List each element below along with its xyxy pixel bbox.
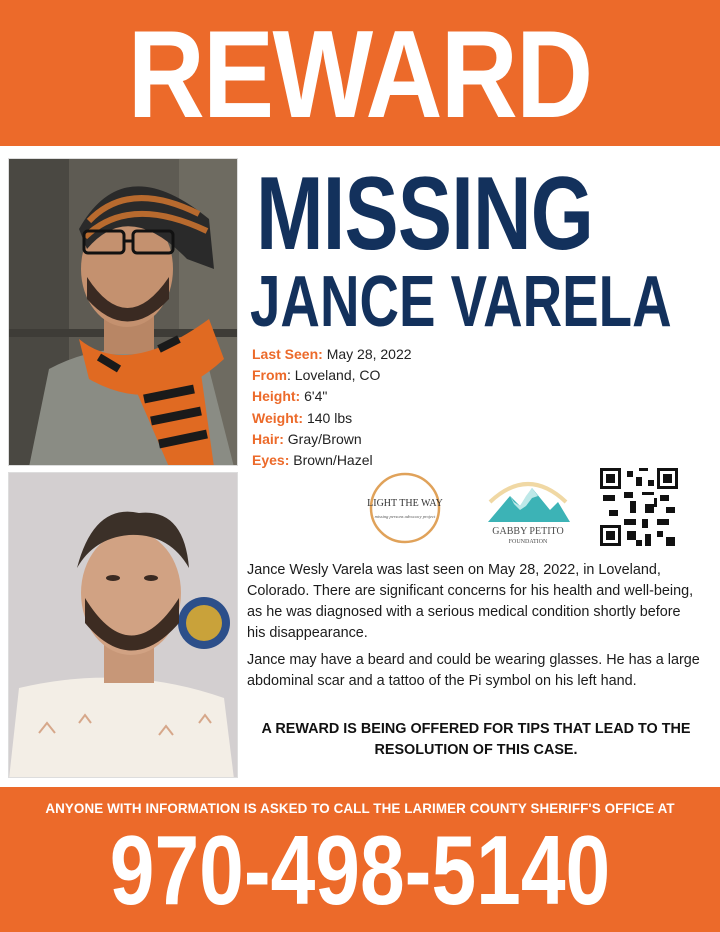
description-paragraph-1: Jance Wesly Varela was last seen on May 28, 2022, in Loveland, Colorado. There are significant concerns for his health and well-being, as he was diagnosed with a serious medical condition shortly before his disappearance. [247,562,694,641]
photo-smiling [8,472,238,778]
qr-code-graphic [600,468,678,546]
light-the-way-logo [360,470,450,546]
reward-note: A REWARD IS BEING OFFERED FOR TIPS THAT LEAD TO THE RESOLUTION OF THIS CASE. [261,721,691,758]
detail-from: From: Loveland, CO [252,367,381,384]
details-list [252,344,412,471]
bottom-banner [0,787,720,932]
svg-text:LIGHT THE WAY: LIGHT THE WAY [367,498,443,509]
photo-beanie-illustration [9,159,238,466]
svg-text:GABBY PETITO: GABBY PETITO [492,526,564,537]
partner-logos [360,468,690,548]
svg-text:missing persons advocacy proje: missing persons advocacy project [374,514,436,519]
photo-smiling-illustration [9,473,238,778]
gabby-petito-logo [480,472,576,546]
person-name: JANCE VARELA [250,262,672,342]
description-paragraph-2: Jance may have a beard and could be wearing glasses. He has a large abdominal scar and a tattoo of the Pi symbol on his left hand. [247,652,700,689]
qr-code-icon[interactable] [600,468,678,546]
detail-last-seen: Last Seen: May 28, 2022 [252,346,412,362]
mountain-logo-icon [480,472,576,546]
detail-hair: Hair: Gray/Brown [252,430,362,447]
call-instructions: ANYONE WITH INFORMATION IS ASKED TO CALL THE LARIMER COUNTY SHERIFF'S OFFICE AT [45,801,675,816]
circle-logo-icon [360,470,450,546]
detail-weight: Weight: 140 lbs [252,409,353,426]
reward-title: REWARD [128,6,592,144]
detail-height: Height: 6'4" [252,388,328,405]
top-banner [0,0,720,146]
photo-beanie [8,158,238,466]
missing-heading: MISSING [256,156,594,272]
phone-number[interactable]: 970-498-5140 [109,815,611,925]
svg-text:FOUNDATION: FOUNDATION [508,539,548,545]
detail-eyes: Eyes: Brown/Hazel [252,452,373,469]
